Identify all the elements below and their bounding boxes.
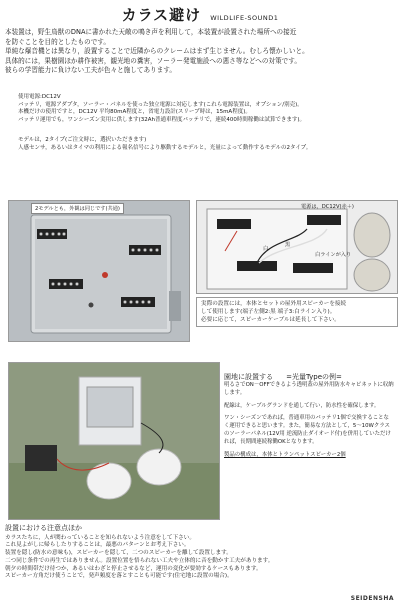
wiring-illustration xyxy=(197,201,397,293)
model-spec xyxy=(18,137,398,152)
spec-line: 人感センサ，あるいはタイマの利用による報名信号により駆動するモデルと，光量によって動作するモデルの2タイプ。 xyxy=(18,144,312,151)
garden-section-title xyxy=(224,364,394,383)
terminal-block xyxy=(37,229,67,239)
page-header xyxy=(0,4,400,25)
intro-paragraph xyxy=(5,28,397,76)
photo-caption: 電源は，DC12V(赤＋) xyxy=(301,204,354,210)
desc-line: して使用します(端子左側2:黒 端子3:白ライン入り)。 xyxy=(201,309,336,315)
battery xyxy=(25,445,57,471)
terminal-block xyxy=(121,297,155,307)
desc-line: 実際の設置には，本体とセットの屋外用スピーカーを接続 xyxy=(201,301,347,307)
spec-line: バッテリ運用でも，ワンシーズン実用に供します(32Ah普通車程度バッテリで，連続400時間稼働は試算できます)。 xyxy=(18,116,306,123)
notes-section xyxy=(5,525,397,581)
garden-paragraph: 配線は，ケーブルグランドを通して行い，防水性を確保します。 xyxy=(224,402,380,409)
note-line: 装置を隠し(防水の意味も)，スピーカーを隠して，二つのスピーカーを離して設置します。 xyxy=(5,550,232,557)
spec-line: バッテリ，電源アダプタ，ソーラー・パネルを使った独立電源に対応します(これら電源装置は，オプション/別売)。 xyxy=(18,101,303,108)
power-spec xyxy=(18,94,398,124)
wiring-description xyxy=(196,297,398,327)
led-indicator xyxy=(102,272,108,278)
wire-label-white: 白 xyxy=(263,246,269,252)
note-line: 二つ同じ条件での再生ではありません。設置位置を悟られない工夫や立体的に音を動かす工夫があります。 xyxy=(5,557,274,564)
field-photo xyxy=(8,362,220,520)
spec-line: 本機だけの使用ですと，DC12V 平均80mA程度と，省電力設計(スリープ時は，15mA程度)。 xyxy=(18,109,251,116)
section-title-note: =光量Typeの例= xyxy=(286,373,342,381)
field-illustration xyxy=(9,363,219,519)
terminal-block xyxy=(129,245,161,255)
wiring-photo xyxy=(196,200,398,294)
photo-caption: 2モデルとも，外観は同じです(共通) xyxy=(31,203,124,214)
brand-logo: SEIDENSHA xyxy=(350,595,394,602)
note-line: スピーカー方角だけ使うことで，発声頻度を落とすことも可能です(住宅地に設置の場合)。 xyxy=(5,573,233,580)
note-line: これ見よがしに帰らしたりすることは，最悪のパターンとお考え下さい。 xyxy=(5,542,190,549)
wire-label-black: 黒 xyxy=(285,242,291,248)
intro-line: 本装置は，野生鳥獣のDNAに書かれた天敵の鳴き声を利用して，本装置が設置された場所への接近 xyxy=(5,28,297,36)
desc-line: 必要に応じて，スピーカーケーブルは延長して下さい。 xyxy=(201,317,340,323)
intro-line: 具体的には，果樹園ほか耕作被害，観光地の糞害，ソーラー発電施設への悪さ等などへの対策です。 xyxy=(5,56,301,65)
intro-line: 彼らの学習能力に負けない工夫が色々と施してあります。 xyxy=(5,66,176,75)
terminal-block xyxy=(49,279,83,289)
garden-section-body xyxy=(224,382,394,464)
page-subtitle: WILDLIFE-SOUND1 xyxy=(210,14,279,22)
spec-line: モデルは，2タイプ(ご注文時に，選択いただきます) xyxy=(18,137,147,143)
wire-label-white2: 白ラインが入り xyxy=(315,252,352,258)
intro-line: を防ぐことを目的としたものです。 xyxy=(5,37,110,46)
garden-paragraph: ワン・シーズンであれば，普通車用のバッテリ1個で交換することなく運用できると思います。また，簡易な方法として，5～10Wクラスのソーラーパネル(12V用 逆流防止ダイオード付)を併用していただければ，長期間連続稼働OKとなります。 xyxy=(224,415,391,445)
garden-paragraph: 明るさでON－OFFできるよう透明蓋の屋外用防水キャビネットに収納します。 xyxy=(224,382,394,396)
device-photo xyxy=(8,200,190,342)
section-title: 園地に設置する xyxy=(224,373,273,381)
spec-line: 使用電源:DC12V xyxy=(18,94,61,100)
page-title: カラス避け xyxy=(121,6,202,24)
note-line: 朝夕の時間帯だけ待つか，あるいはわざと停止させるなど，運用の変化が要効するケースもあります。 xyxy=(5,565,262,572)
garden-paragraph: 製品の構成は，本体とトランペットスピーカー2個 xyxy=(224,451,346,458)
section-title: 設置における注意点ほか xyxy=(5,524,82,532)
note-line: カラスたちに，人が関わっていることを知られないよう注意をして下さい。 xyxy=(5,534,195,541)
intro-line: 単純な爆音機とは異なり，設置することで近隣からのクレームはまず生じません。むしろ懐かしいと。 xyxy=(5,47,309,56)
device-illustration xyxy=(9,201,189,341)
